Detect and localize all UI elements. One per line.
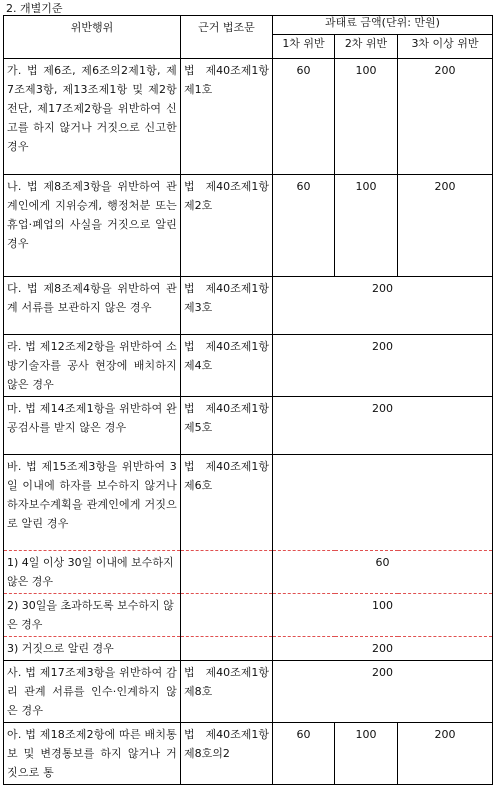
law-cell: 법 제40조제1항제8호 — [181, 661, 273, 723]
violation-cell: 다. 법 제8조제4항을 위반하여 관계 서류를 보관하지 않은 경우 — [4, 277, 181, 335]
fine-third: 200 — [398, 59, 493, 175]
law-cell: 법 제40조제1항제5호 — [181, 397, 273, 455]
fine-first: 60 — [273, 723, 335, 785]
table-row — [4, 59, 493, 175]
table-subrow — [4, 637, 493, 661]
sub-violation-cell: 2) 30일을 초과하도록 보수하지 않은 경우 — [4, 594, 181, 637]
violation-cell: 바. 법 제15조제3항을 위반하여 3일 이내에 하자를 보수하지 않거나 하자보수계획을 관계인에게 거짓으로 알린 경우 — [4, 455, 181, 551]
violation-cell: 가. 법 제6조, 제6조의2제1항, 제7조제3항, 제13조제1항 및 제2항 전단, 제17조제2항을 위반하여 신고를 하지 않거나 거짓으로 신고한 경우 — [4, 59, 181, 175]
header-third: 3차 이상 위반 — [398, 34, 493, 58]
table-row — [4, 455, 493, 551]
law-cell: 법 제40조제1항제3호 — [181, 277, 273, 335]
table-subrow — [4, 551, 493, 594]
table-subrow — [4, 594, 493, 637]
law-cell-empty — [181, 594, 273, 637]
fine-all: 200 — [273, 661, 493, 723]
fine-all: 100 — [273, 594, 493, 637]
fine-first: 60 — [273, 175, 335, 277]
fine-all: 200 — [273, 335, 493, 397]
violation-cell: 사. 법 제17조제3항을 위반하여 감리 관계 서류를 인수·인계하지 않은 경우 — [4, 661, 181, 723]
header-violation: 위반행위 — [4, 16, 181, 59]
fine-second: 100 — [335, 175, 398, 277]
law-cell-empty — [181, 551, 273, 594]
header-law: 근거 법조문 — [181, 16, 273, 59]
fine-all: 200 — [273, 397, 493, 455]
law-cell-empty — [181, 637, 273, 661]
sub-violation-cell: 1) 4일 이상 30일 이내에 보수하지 않은 경우 — [4, 551, 181, 594]
header-first: 1차 위반 — [273, 34, 335, 58]
fine-third: 200 — [398, 175, 493, 277]
fine-all: 200 — [273, 637, 493, 661]
law-cell: 법 제40조제1항제8호의2 — [181, 723, 273, 785]
fine-first: 60 — [273, 59, 335, 175]
header-row — [4, 16, 493, 35]
fine-all — [273, 455, 493, 551]
violation-cell: 라. 법 제12조제2항을 위반하여 소방기술자를 공사 현장에 배치하지 않은 경우 — [4, 335, 181, 397]
penalty-table — [3, 15, 493, 785]
table-row — [4, 661, 493, 723]
fine-second: 100 — [335, 59, 398, 175]
header-second: 2차 위반 — [335, 34, 398, 58]
table-row — [4, 335, 493, 397]
violation-cell: 아. 법 제18조제2항에 따른 배치통보 및 변경통보를 하지 않거나 거짓으로 통 — [4, 723, 181, 785]
table-row — [4, 723, 493, 785]
section-title: 2. 개별기준 — [6, 2, 63, 15]
law-cell: 법 제40조제1항제6호 — [181, 455, 273, 551]
fine-all: 200 — [273, 277, 493, 335]
fine-second: 100 — [335, 723, 398, 785]
fine-third: 200 — [398, 723, 493, 785]
law-cell: 법 제40조제1항제4호 — [181, 335, 273, 397]
fine-all: 60 — [273, 551, 493, 594]
violation-cell: 나. 법 제8조제3항을 위반하여 관계인에게 지위승계, 행정처분 또는 휴업·폐업의 사실을 거짓으로 알린 경우 — [4, 175, 181, 277]
table-row — [4, 277, 493, 335]
sub-violation-cell: 3) 거짓으로 알린 경우 — [4, 637, 181, 661]
table-row — [4, 175, 493, 277]
violation-cell: 마. 법 제14조제1항을 위반하여 완공검사를 받지 않은 경우 — [4, 397, 181, 455]
table-row — [4, 397, 493, 455]
law-cell: 법 제40조제1항제1호 — [181, 59, 273, 175]
header-fine-amount: 과태료 금액(단위: 만원) — [273, 16, 493, 35]
law-cell: 법 제40조제1항제2호 — [181, 175, 273, 277]
